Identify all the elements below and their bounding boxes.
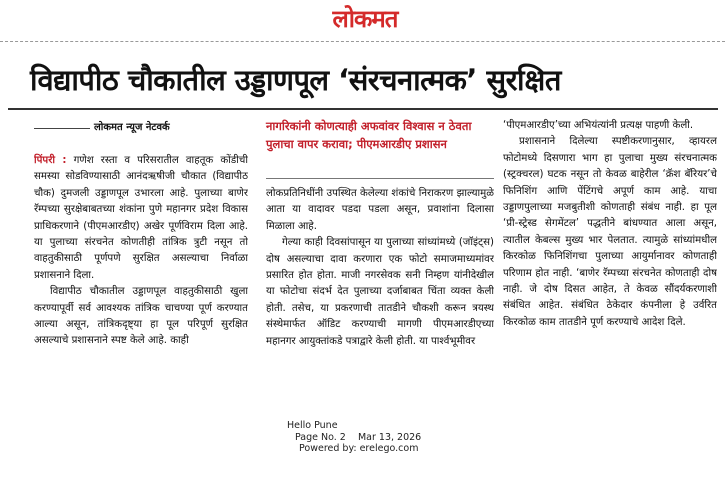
footer-powered-by[interactable]: Powered by: erelego.com <box>299 443 419 454</box>
column-1-paragraph-2: विद्यापीठ चौकातील उड्डाणपूल वाहतुकीसाठी खुला करण्यापूर्वी सर्व आवश्यक तांत्रिक चाचण्या पूर्ण करण्यात आल्या असून, तांत्रिकदृष्ट्या हा पूल परिपूर्ण सुरक्षित असल्याचे प्रशासनाने स्पष्ट केले आहे. काही <box>34 286 248 347</box>
masthead-divider <box>0 41 725 42</box>
article-byline: लोकमत न्यूज नेटवर्क <box>94 122 170 133</box>
column-3-paragraph-2: प्रशासनाने दिलेल्या स्पष्टीकरणानुसार, व्हायरल फोटोमध्ये दिसणारा भाग हा पुलाचा मुख्य संरचनात्मक (स्ट्रक्चरल) घटक नसून तो केवळ बाहेरील ‘क्रॅश बॅरियर’चे फिनिशिंग आणि पेंटिंगचे अपूर्ण काम आहे. याचा उड्डाणपुलाच्या मजबुतीशी कोणताही संबंध नाही. हा पूल ‘प्री-स्ट्रेस्ड सेगमेंटल’ पद्धतीने बांधण्यात आला असून, त्यातील केबल्स मुख्य भार पेलतात. त्यामुळे सांध्यांमधील किरकोळ फिनिशिंगचा पुलाच्या आयुर्मानावर कोणताही परिणाम होत नाही. ‘बाणेर रॅम्पच्या संरचनेत कोणताही दोष नाही. जे दोष दिसत आहेत, ते केवळ सौंदर्यकरणाशी संबंधित आहेत. संबंधित ठेकेदार कंपनीला हे उर्वरित किरकोळ काम तातडीने पूर्ण करण्याचे आदेश दिले. <box>503 136 717 328</box>
byline-rule <box>34 128 90 129</box>
article-headline: विद्यापीठ चौकातील उड्डाणपूल ‘संरचनात्मक’ सुरक्षित <box>30 63 561 97</box>
article-dateline: पिंपरी : <box>34 155 67 166</box>
column-1-paragraph-1 <box>34 153 248 284</box>
page-footer <box>287 420 507 484</box>
column-2-paragraph-1: लोकप्रतिनिधींनी उपस्थित केलेल्या शंकांचे निराकरण झाल्यामुळे आता या वादावर पडदा पडला असून, प्रवाशांना दिलासा मिळाला आहे. <box>266 188 494 232</box>
headline-divider <box>8 108 718 110</box>
article-column-2 <box>266 186 494 414</box>
masthead <box>0 0 725 42</box>
footer-page: Page No. 2 <box>295 431 346 443</box>
footer-page-date <box>287 432 507 444</box>
footer-edition: Hello Pune <box>287 420 338 431</box>
article-column-1 <box>34 153 248 413</box>
column-2-paragraph-2: गेल्या काही दिवसांपासून या पुलाच्या सांध्यांमध्ये (जॉइंट्स) दोष असल्याचा दावा करणारा एक फोटो समाजमाध्यमांवर प्रसारित होत होता. माजी नगरसेवक सनी निम्हण यांनीदेखील या फोटोचा संदर्भ देत पुलाच्या दर्जाबाबत चिंता व्यक्त केली होती. तसेच, या प्रकरणाची तातडीने चौकशी करून त्रयस्थ संस्थेमार्फत ऑडिट करण्याची मागणी पीएमआरडीएच्या महानगर आयुक्तांकडे पत्राद्वारे केली होती. या पार्श्वभूमीवर <box>266 237 494 347</box>
footer-date: Mar 13, 2026 <box>357 431 422 443</box>
column-3-paragraph-1: ‘पीएमआरडीए’च्या अभियंत्यांनी प्रत्यक्ष पाहणी केली. <box>503 120 694 131</box>
newspaper-logo: लोकमत <box>332 5 398 33</box>
article-column-3 <box>503 118 717 414</box>
subheadline-divider <box>266 178 494 179</box>
column-1-paragraph-1-text: गणेश रस्ता व परिसरातील वाहतूक कोंडीची समस्या सोडविण्यासाठी आनंदऋषीजी चौकात (विद्यापीठ चौक) दुमजली उड्डाणपूल उभारला आहे. पुलाच्या बाणेर रॅम्पच्या सुरक्षेबाबतच्या शंकांना पुणे महानगर प्रदेश विकास प्राधिकरणाने (पीएमआरडीए) अखेर पूर्णविराम दिला आहे. या पुलाच्या संरचनेत कोणतीही तांत्रिक त्रुटी नसून तो वाहतुकीसाठी पूर्णपणे सुरक्षित असल्याचा निर्वाळा प्रशासनाने दिला. <box>34 155 248 281</box>
article-subheadline: नागरिकांनी कोणत्याही अफवांवर विश्वास न ठेवता पुलाचा वापर करावा; पीएमआरडीए प्रशासन <box>266 119 472 151</box>
